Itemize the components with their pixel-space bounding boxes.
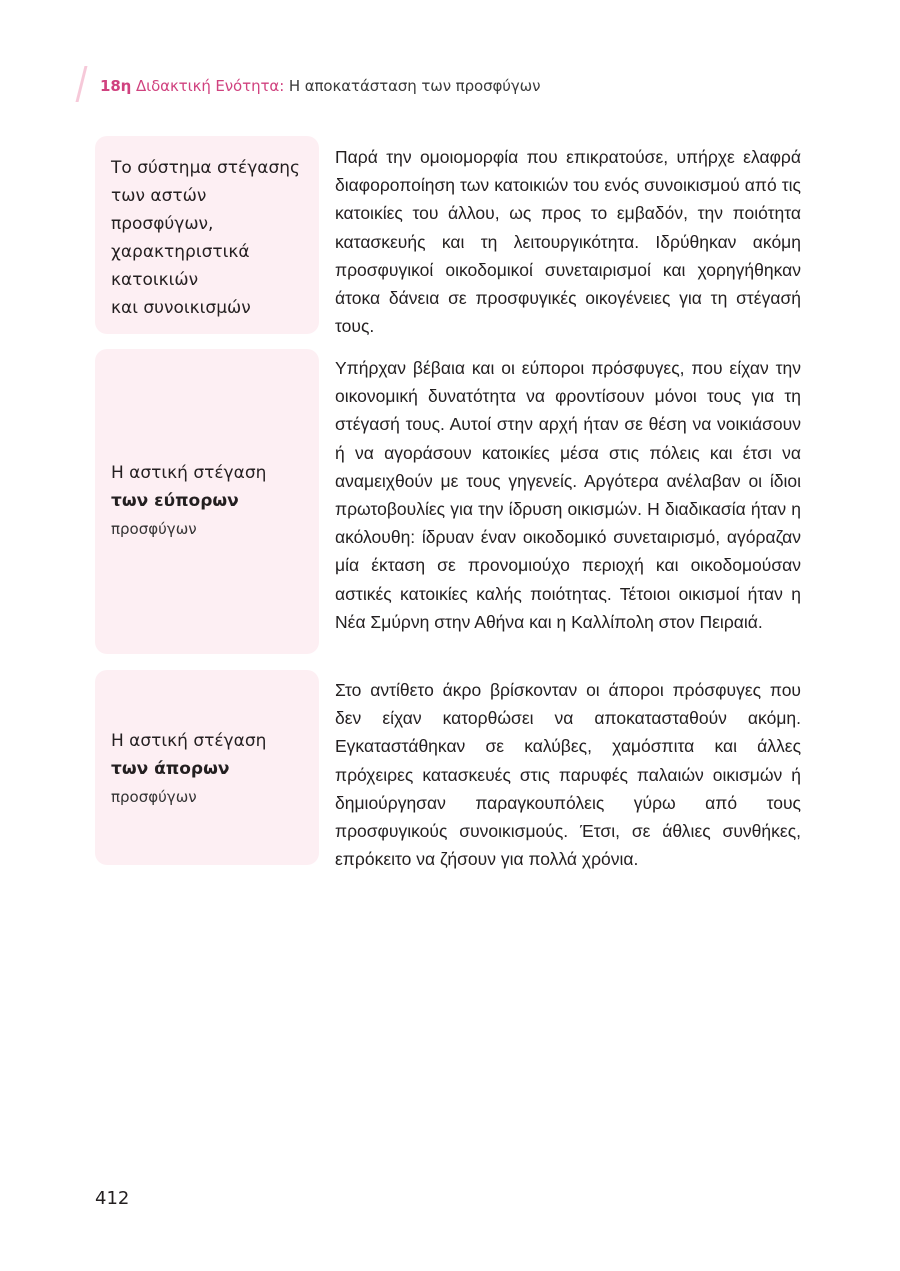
section-label-box: [95, 349, 319, 654]
label-line: των αστών: [111, 186, 207, 206]
label-line: χαρακτηριστικά: [111, 242, 250, 262]
section-body-text: Υπήρχαν βέβαια και οι εύποροι πρόσφυγες, που είχαν την οικονομική δυνατότητα να φροντίσουν μόνοι τους για τη στέγασή τους. Αυτοί στην αρχή ήταν σε θέση να νοικιάσουν ή να αγοράσουν κατοικίες μέσα στις πόλεις και έτσι να αναμειχθούν με τους γηγενείς. Αργότερα ανέλαβαν οι ίδιοι πρωτοβουλίες για την ίδρυση οικισμών. Η διαδικασία ήταν η ακόλουθη: ίδρυαν έναν οικοδομικό συνεταιρισμό, αγόραζαν μία έκταση σε προνομιούχο περιοχή και οικοδομούσαν αστικές κατοικίες καλής ποιότητας. Τέτοιοι οικισμοί ήταν η Νέα Σμύρνη στην Αθήνα και η Καλλίπολη στον Πειραιά.: [335, 358, 801, 632]
section-body-text: Παρά την ομοιομορφία που επικρατούσε, υπήρχε ελαφρά διαφοροποίηση των κατοικιών του ενός συνοικισμού από τις κατοικίες του άλλου, ως προς το εμβαδόν, την ποιότητα κατασκευής και τη λειτουργικότητα. Ιδρύθηκαν ακόμη προσφυγικοί οικοδομικοί συνεταιρισμοί και χορηγήθηκαν άτοκα δάνεια σε προσφυγικές οικογένειες για τη στέγασή τους.: [335, 147, 801, 337]
section-label: [111, 727, 311, 811]
running-header: [100, 76, 540, 96]
section-label-box: [95, 136, 319, 334]
page-number: 412: [95, 1188, 130, 1209]
header-separator: :: [279, 77, 285, 95]
section-wealthy-refugees-housing: [95, 349, 801, 655]
label-line: προσφύγων,: [111, 214, 214, 234]
section-label-box: [95, 670, 319, 865]
section-urban-housing-system: [95, 136, 801, 336]
label-line-emphasis: των άπορων: [111, 759, 230, 779]
label-line: Το σύστημα στέγασης: [111, 158, 301, 178]
unit-indicator: [100, 77, 279, 95]
label-line: προσφύγων: [111, 788, 197, 806]
label-line: Η αστική στέγαση: [111, 463, 267, 483]
chapter-title: Η αποκατάσταση των προσφύγων: [288, 77, 541, 95]
label-line-emphasis: των εύπορων: [111, 491, 239, 511]
label-line: κατοικιών: [111, 270, 199, 290]
section-label: [111, 459, 311, 543]
section-poor-refugees-housing: [95, 670, 801, 870]
unit-label: Διδακτική Ενότητα: [135, 77, 280, 95]
section-label: [111, 154, 311, 322]
header-decorative-slash: [76, 66, 88, 102]
label-line: και συνοικισμών: [111, 298, 251, 318]
unit-number: 18η: [100, 77, 132, 95]
label-line: προσφύγων: [111, 520, 197, 538]
label-line: Η αστική στέγαση: [111, 731, 267, 751]
section-body-text: Στο αντίθετο άκρο βρίσκονταν οι άποροι πρόσφυγες που δεν είχαν κατορθώσει να αποκατασταθούν ακόμη. Εγκαταστάθηκαν σε καλύβες, χαμόσπιτα και άλλες πρόχειρες κατασκευές στις παρυφές παλαιών οικισμών ή δημιούργησαν παραγκουπόλεις γύρω από τους προσφυγικούς συνοικισμούς. Έτσι, σε άθλιες συνθήκες, επρόκειτο να ζήσουν για πολλά χρόνια.: [335, 680, 801, 870]
